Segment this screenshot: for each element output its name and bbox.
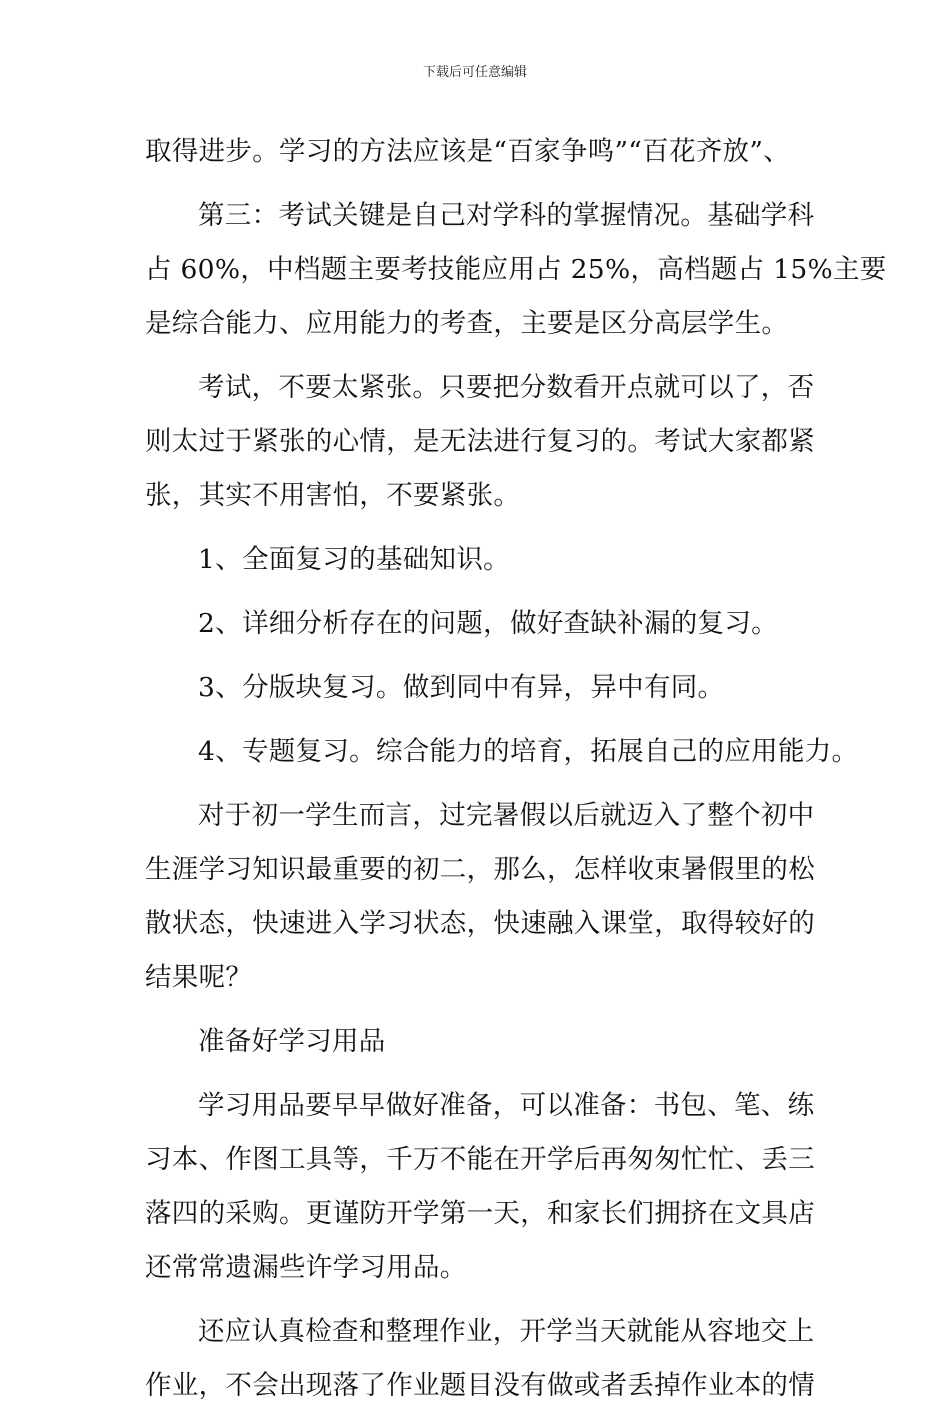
paragraph-line: 第三：考试关键是自己对学科的掌握情况。基础学科 [198,200,815,231]
paragraph-line: 还应认真检查和整理作业，开学当天就能从容地交上 [198,1316,815,1347]
list-item: 2、详细分析存在的问题，做好查缺补漏的复习。 [198,608,778,639]
text-line: 散状态，快速进入学习状态，快速融入课堂，取得较好的 [145,908,815,939]
text-line: 则太过于紧张的心情，是无法进行复习的。考试大家都紧 [145,426,815,457]
text-line: 落四的采购。更谨防开学第一天，和家长们拥挤在文具店 [145,1198,815,1229]
page-header: 下载后可任意编辑 [422,65,527,80]
paragraph-line: 考试，不要太紧张。只要把分数看开点就可以了，否 [198,372,815,403]
text-line: 取得进步。学习的方法应该是“百家争鸣”“百花齐放”、 [145,136,790,167]
paragraph-line: 对于初一学生而言，过完暑假以后就迈入了整个初中 [198,800,815,831]
text-line: 结果呢？ [145,962,253,993]
text-line: 是综合能力、应用能力的考查，主要是区分高层学生。 [145,308,789,339]
list-item: 1、全面复习的基础知识。 [198,544,510,575]
list-item: 4、专题复习。综合能力的培育，拓展自己的应用能力。 [198,736,859,767]
text-line: 习本、作图工具等，千万不能在开学后再匆匆忙忙、丢三 [145,1144,815,1175]
document-body [145,125,887,1413]
text-line: 占 60%，中档题主要考技能应用占 25%，高档题占 15%主要 [145,254,887,285]
text-line: 还常常遗漏些许学习用品。 [145,1252,467,1283]
text-line: 张，其实不用害怕，不要紧张。 [145,480,521,511]
list-item: 3、分版块复习。做到同中有异，异中有同。 [198,672,725,703]
text-line: 作业，不会出现落了作业题目没有做或者丢掉作业本的情 [145,1370,815,1401]
text-line: 生涯学习知识最重要的初二，那么，怎样收束暑假里的松 [145,854,815,885]
section-heading: 准备好学习用品 [198,1026,386,1057]
paragraph-line: 学习用品要早早做好准备，可以准备：书包、笔、练 [198,1090,815,1121]
